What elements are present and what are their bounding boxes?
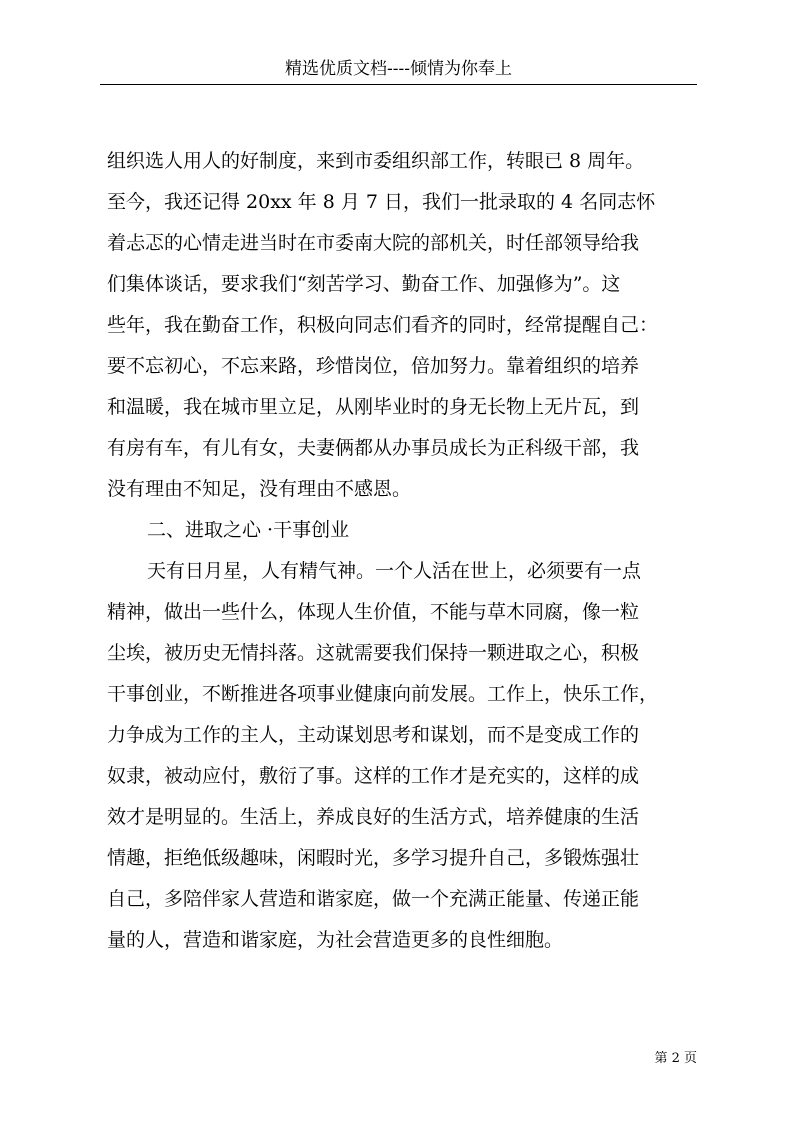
paragraph-line: 些年，我在勤奋工作，积极向同志们看齐的同时，经常提醒自己： xyxy=(107,314,659,336)
paragraph-line: 有房有车，有儿有女，夫妻俩都从办事员成长为正科级干部，我 xyxy=(107,437,640,459)
page-header-title: 精选优质文档----倾情为你奉上 xyxy=(285,59,512,79)
paragraph-line: 效才是明显的。生活上，养成良好的生活方式，培养健康的生活 xyxy=(107,806,640,828)
paragraph-line: 自己，多陪伴家人营造和谐家庭，做一个充满正能量、传递正能 xyxy=(107,888,640,910)
paragraph-line: 奴隶，被动应付，敷衍了事。这样的工作才是充实的，这样的成 xyxy=(107,765,640,787)
paragraph-line: 干事创业，不断推进各项事业健康向前发展。工作上，快乐工作， xyxy=(107,683,659,705)
page-number: 第 2 页 xyxy=(654,1051,697,1066)
paragraph-line: 们集体谈话，要求我们“刻苦学习、勤奋工作、加强修为”。这 xyxy=(107,273,621,295)
paragraph-line: 和温暖，我在城市里立足，从刚毕业时的身无长物上无片瓦，到 xyxy=(107,396,640,418)
paragraph-line: 尘埃，被历史无情抖落。这就需要我们保持一颗进取之心，积极 xyxy=(107,642,640,664)
paragraph-2 xyxy=(107,551,697,961)
paragraph-line: 组织选人用人的好制度，来到市委组织部工作，转眼已 8 周年。 xyxy=(107,150,645,172)
paragraph-line: 要不忘初心，不忘来路，珍惜岗位，倍加努力。靠着组织的培养 xyxy=(107,355,640,377)
paragraph-line: 着忐忑的心情走进当时在市委南大院的部机关，时任部领导给我 xyxy=(107,232,640,254)
paragraph-line: 至今，我还记得 20xx 年 8 月 7 日，我们一批录取的 4 名同志怀 xyxy=(107,191,656,213)
paragraph-line: 情趣，拒绝低级趣味，闲暇时光，多学习提升自己，多锻炼强壮 xyxy=(107,847,640,869)
paragraph-line: 量的人，营造和谐家庭，为社会营造更多的良性细胞。 xyxy=(107,929,564,951)
paragraph-line: 力争成为工作的主人，主动谋划思考和谋划，而不是变成工作的 xyxy=(107,724,640,746)
paragraph-line: 精神，做出一些什么，体现人生价值，不能与草木同腐，像一粒 xyxy=(107,601,640,623)
header-divider xyxy=(100,84,697,85)
paragraph-line: 天有日月星，人有精气神。一个人活在世上，必须要有一点 xyxy=(147,560,642,582)
document-body xyxy=(107,141,697,961)
section-heading: 二、进取之心 ·干事创业 xyxy=(147,519,350,541)
paragraph-1 xyxy=(107,141,697,510)
paragraph-line: 没有理由不知足，没有理由不感恩。 xyxy=(107,478,412,500)
